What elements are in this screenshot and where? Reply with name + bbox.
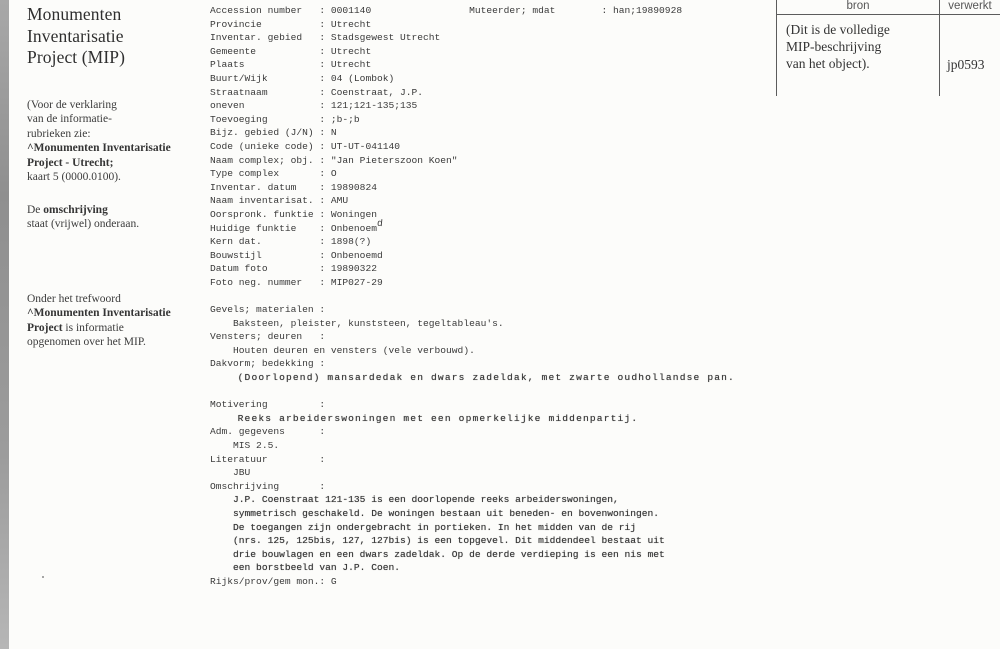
bron-note-line: (Dit is de volledige [786,22,890,37]
record-field-line: oneven : 121;121-135;135 [210,100,418,112]
record-field-line: Buurt/Wijk : 04 (Lombok) [210,72,395,84]
record-section-line: (Doorlopend) mansardedak en dwars zadeldak, met zwarte oudhollandse pan. [210,372,735,384]
sidebar-note-line: van de informatie- [27,113,112,126]
record-block [210,4,735,589]
sidebar-note-line: kaart 5 (0000.0100). [27,171,121,184]
record-field-line: Type complex : O [210,168,337,180]
record-field-line: Naam inventarisat. : AMU [210,195,349,207]
record-section-label: Vensters; deuren : [210,331,326,343]
blank-line [210,289,735,303]
sidebar-note-line: Onder het trefwoord [27,293,121,305]
record-section-line: Baksteen, pleister, kunststeen, tegeltableau's. [210,317,504,329]
sidebar-note-line: Project is informatie [27,321,124,334]
record-field-line: Inventar. gebied : Stadsgewest Utrecht [210,32,441,44]
bron-cell-note [786,21,936,72]
record-field-line: Datum foto : 19890322 [210,263,377,275]
record-field-line: Oorspronk. funktie : Woningen [210,208,377,220]
record-section-label: Adm. gegevens : [210,426,326,438]
record-section-line: (nrs. 125, 125bis, 127, 127bis) is een topgevel. Dit middendeel bestaat uit [210,535,665,547]
bron-column-header: bron [846,0,870,12]
sidebar-note-line: rubrieken zie: [27,127,91,140]
record-section-label: Motivering : [210,399,326,411]
blank-line [210,385,735,399]
record-field-line: Naam complex; obj. : "Jan Pieterszoon Koen" [210,154,458,166]
record-field-line: Gemeente : Utrecht [210,45,372,57]
sidebar-note-verklaring [27,98,217,184]
record-field-line: Straatnaam : Coenstraat, J.P. [210,86,424,98]
record-section-label: Gevels; materialen : [210,304,326,316]
raised-character: d [376,217,384,230]
mip-title-line: Project (MIP) [27,47,126,67]
record-section-line: symmetrisch geschakeld. De woningen bestaan uit beneden- en bovenwoningen. [210,507,660,519]
record-field-line: Inventar. datum : 19890824 [210,181,377,193]
record-field-line: Accession number : 0001140 Muteerder; mdat : han;19890928 [210,5,683,16]
verwerkt-cell-code: jp0593 [947,57,985,72]
mip-title [27,4,125,69]
record-field-line: Provincie : Utrecht [210,18,372,30]
record-section-label: Rijks/prov/gem mon.: G [210,575,337,587]
sidebar-note-line: ^Monumenten Inventarisatie [27,142,171,155]
record-section-label: Literatuur : [210,453,326,465]
record-section-line: MIS 2.5. [210,440,280,451]
sidebar-note-line: De omschrijving [27,204,108,216]
mip-title-line: Inventarisatie [27,25,124,46]
scan-speck [42,576,44,578]
table-header-rule [776,14,1000,15]
record-field-line: Toevoeging : ;b-;b [210,113,360,125]
verwerkt-column-header: verwerkt [948,0,992,12]
bron-note-line: MIP-beschrijving [786,39,882,54]
mip-title-line: Monumenten [27,4,122,24]
bron-note-line: van het object). [786,56,870,71]
record-section-line: Reeks arbeiderswoningen met een opmerkelijke middenpartij. [210,412,639,424]
record-section-line: drie bouwlagen en een dwars zadeldak. Op de derde verdieping is een nis met [210,548,665,560]
sidebar-note-trefwoord [27,292,217,350]
record-field-line: Bouwstijl : Onbenoemd [210,249,383,261]
record-field-line: Kern dat. : 1898(?) [210,236,372,248]
sidebar-note-line: (Voor de verklaring [27,99,117,111]
record-section-label: Dakvorm; bedekking : [210,358,326,370]
record-section-label: Omschrijving : [210,480,326,492]
record-field-line: Bijz. gebied (J/N) : N [210,127,337,139]
record-field-line: Huidige funktie : Onbenoemd [210,217,384,234]
record-field-right-column: Muteerder; mdat : han;19890928 [469,5,683,16]
scan-edge-shading [0,0,9,649]
sidebar-note-omschrijving [27,203,217,232]
record-section-line: JBU [210,467,251,479]
sidebar-note-line: Project - Utrecht; [27,156,114,169]
record-field-line: Foto neg. nummer : MIP027-29 [210,276,383,288]
sidebar-note-line: ^Monumenten Inventarisatie [27,307,171,320]
record-section-line: De toegangen zijn ondergebracht in portieken. In het midden van de rij [210,521,637,533]
record-field-line: Plaats : Utrecht [210,59,372,71]
record-section-line: een borstbeeld van J.P. Coen. [210,562,400,574]
sidebar-note-line: staat (vrijwel) onderaan. [27,218,140,231]
sidebar-note-line: opgenomen over het MIP. [27,336,146,349]
record-field-line: Code (unieke code) : UT-UT-041140 [210,140,400,152]
record-section-line: J.P. Coenstraat 121-135 is een doorlopende reeks arbeiderswoningen, [210,494,619,506]
record-section-line: Houten deuren en vensters (vele verbouwd). [210,344,475,356]
